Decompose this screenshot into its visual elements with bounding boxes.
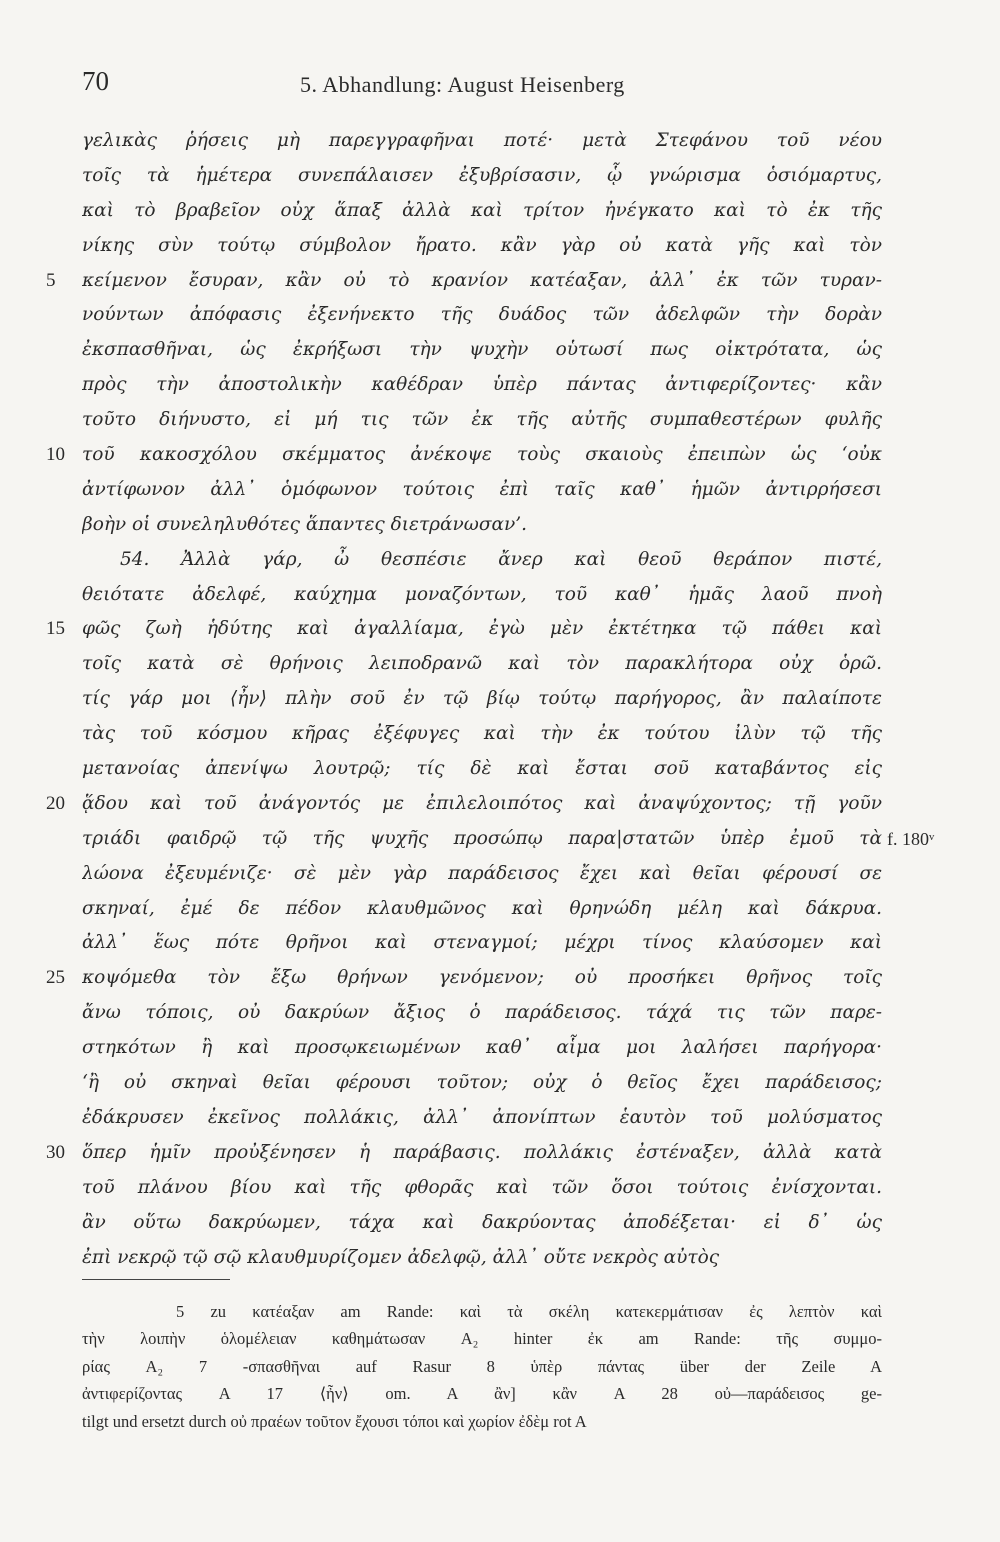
- line-number: 15: [46, 618, 65, 640]
- line-text: τίς γάρ μοι ⟨ἦν⟩ πλὴν σοῦ ἐν τῷ βίῳ τούτῳ παρήγορος, ἂν παλαίποτε: [82, 688, 882, 710]
- text-line: [0, 1031, 1000, 1066]
- line-text: ‘ἢ οὐ σκηναὶ θεῖαι φέρουσι τοῦτον; οὐχ ὁ θεῖος ἔχει παράδεισος;: [82, 1072, 882, 1094]
- running-head: 5. Abhandlung: August Heisenberg: [300, 72, 625, 97]
- line-text: τὰς τοῦ κόσμου κῆρας ἐξέφυγες καὶ τὴν ἐκ τούτου ἰλὺν τῷ τῆς: [82, 723, 882, 745]
- text-line: [0, 1066, 1000, 1101]
- text-line: [0, 926, 1000, 961]
- line-text: τοῦ πλάνου βίου καὶ τῆς φθορᾶς καὶ τῶν ὅσοι τούτοις ἐνίσχονται.: [82, 1176, 882, 1198]
- line-text: κείμενον ἔσυραν, κἂν οὐ τὸ κρανίον κατέαξαν, ἀλλ᾿ ἐκ τῶν τυραν-: [82, 269, 882, 291]
- line-text: ἄνω τόποις, οὐ δακρύων ἄξιος ὁ παράδεισος. τάχά τις τῶν παρε-: [82, 1002, 882, 1024]
- line-text: νούντων ἀπόφασις ἐξενήνεκτο τῆς δυάδος τῶν ἀδελφῶν τὴν δορὰν: [82, 304, 882, 326]
- line-text: σκηναί, ἐμέ δε πέδον κλαυθμῶνος καὶ θρηνώδη μέλη καὶ δάκρυα.: [82, 897, 882, 919]
- line-text: μετανοίας ἀπενίψω λουτρῷ; τίς δὲ καὶ ἔσται σοῦ καταβάντος εἰς: [82, 758, 882, 780]
- footnote-line: 5 zu κατέαξαν am Rande: καὶ τὰ σκέλη κατεκερμάτισαν ἐς λεπτὸν καὶ: [176, 1302, 882, 1321]
- text-line: [0, 647, 1000, 682]
- line-text: βοὴν οἱ συνεληλυθότες ἅπαντες διετράνωσαν’.: [82, 513, 528, 535]
- line-text: ἀλλ᾿ ἕως πότε θρῆνοι καὶ στεναγμοί; μέχρι τίνος κλαύσομεν καὶ: [82, 932, 882, 954]
- text-line: [0, 1171, 1000, 1206]
- text-line: [0, 473, 1000, 508]
- line-text: τοῖς τὰ ἡμέτερα συνεπάλαισεν ἐξυβρίσασιν, ᾧ γνώρισμα ὁσιόμαρτυς,: [82, 164, 882, 186]
- line-text: γελικὰς ῥήσεις μὴ παρεγγραφῆναι ποτέ· μετὰ Στεφάνου τοῦ νέου: [82, 130, 882, 151]
- line-text: τοῦτο διήνυστο, εἰ μή τις τῶν ἐκ τῆς αὐτῆς συμπαθεστέρων φυλῆς: [82, 409, 882, 431]
- footnotes: [82, 1298, 882, 1435]
- line-number: 20: [46, 792, 65, 814]
- main-text: [0, 124, 1000, 1275]
- text-line: [0, 752, 1000, 787]
- folio-margin-note: f. 180ᵛ: [887, 828, 935, 849]
- text-line: [0, 822, 1000, 857]
- line-text: ἐπὶ νεκρῷ τῷ σῷ κλαυθμυρίζομεν ἀδελφῷ, ἀλλ᾿ οὔτε νεκρὸς αὐτὸς: [82, 1246, 720, 1268]
- footnote-line: τὴν λοιπὴν ὁλομέλειαν καθημάτωσαν A₂ hinter ἐκ am Rande: τῆς συμμο-: [82, 1329, 882, 1349]
- line-text: πρὸς τὴν ἀποστολικὴν καθέδραν ὑπὲρ πάντας ἀντιφερίζοντες· κἂν: [82, 374, 882, 396]
- footnote-line: tilgt und ersetzt durch οὐ πραέων τοῦτον ἔχουσι τόποι καὶ χωρίον ἐδὲμ rot A: [82, 1411, 587, 1431]
- text-line: [0, 961, 1000, 996]
- text-line: [0, 1101, 1000, 1136]
- text-line: [0, 1241, 1000, 1276]
- line-text: τοῖς κατὰ σὲ θρήνοις λειποδρανῶ καὶ τὸν παρακλήτορα οὐχ ὁρῶ.: [82, 653, 882, 675]
- text-line: [0, 543, 1000, 578]
- text-line: [0, 996, 1000, 1031]
- line-text: τοῦ κακοσχόλου σκέμματος ἀνέκοψε τοὺς σκαιοὺς ἐπειπὼν ὡς ‘οὐκ: [82, 444, 882, 466]
- text-line: [0, 333, 1000, 368]
- text-line: [0, 1136, 1000, 1171]
- line-text: ᾅδου καὶ τοῦ ἀνάγοντός με ἐπιλελοιπότος καὶ ἀναψύχοντος; τῇ γοῦν: [82, 792, 882, 814]
- line-text: λώονα ἐξευμένιζε· σὲ μὲν γὰρ παράδεισος ἔχει καὶ θεῖαι φέρουσί σε: [82, 862, 882, 884]
- line-text: ὅπερ ἡμῖν προὐξένησεν ἡ παράβασις. πολλάκις ἐστέναξεν, ἀλλὰ κατὰ: [82, 1141, 882, 1163]
- text-line: [0, 612, 1000, 647]
- line-text: καὶ τὸ βραβεῖον οὐχ ἅπαξ ἀλλὰ καὶ τρίτον ἠνέγκατο καὶ τὸ ἐκ τῆς: [82, 199, 882, 221]
- line-text: νίκης σὺν τούτῳ σύμβολον ἤρατο. κἂν γὰρ οὐ κατὰ γῆς καὶ τὸν: [82, 234, 882, 256]
- line-text: στηκότων ἢ καὶ προσῳκειωμένων καθ᾿ αἷμα μοι λαλήσει παρήγορα·: [82, 1037, 882, 1059]
- text-line: [0, 264, 1000, 299]
- line-text: κοψόμεθα τὸν ἔξω θρήνων γενόμενον; οὐ προσήκει θρῆνος τοῖς: [82, 967, 882, 989]
- footnote-line: ρίας A₂ 7 -σπασθῆναι auf Rasur 8 ὑπὲρ πάντας über der Zeile A: [82, 1356, 882, 1376]
- text-line: [0, 229, 1000, 264]
- text-line: [0, 1206, 1000, 1241]
- text-line: [0, 403, 1000, 438]
- text-line: [0, 368, 1000, 403]
- text-line: [0, 508, 1000, 543]
- text-line: [0, 892, 1000, 927]
- line-text: τριάδι φαιδρῷ τῷ τῆς ψυχῆς προσώπῳ παρα|στατῶν ὑπὲρ ἐμοῦ τὰ: [82, 827, 882, 849]
- text-line: [0, 578, 1000, 613]
- line-number: 10: [46, 444, 65, 466]
- footnote-line: ἀντιφερίζοντας A 17 ⟨ἦν⟩ om. A ἂν] κἂν A 28 οὐ—παράδεισος ge-: [82, 1384, 882, 1404]
- footnote-rule: [82, 1279, 230, 1280]
- line-text: φῶς ζωὴ ἡδύτης καὶ ἀγαλλίαμα, ἐγὼ μὲν ἐκτέτηκα τῷ πάθει καὶ: [82, 618, 882, 640]
- line-text: ἐδάκρυσεν ἐκεῖνος πολλάκις, ἀλλ᾿ ἀπονίπτων ἑαυτὸν τοῦ μολύσματος: [82, 1106, 882, 1128]
- line-text: 54. Ἀλλὰ γάρ, ὦ θεσπέσιε ἄνερ καὶ θεοῦ θεράπον πιστέ,: [120, 548, 882, 570]
- text-line: [0, 787, 1000, 822]
- line-number: 25: [46, 967, 65, 989]
- text-line: [0, 682, 1000, 717]
- text-line: [0, 438, 1000, 473]
- line-text: ἐκσπασθῆναι, ὡς ἐκρήξωσι τὴν ψυχὴν οὑτωσί πως οἰκτρότατα, ὡς: [82, 339, 882, 361]
- line-number: 5: [46, 269, 56, 291]
- text-line: [0, 159, 1000, 194]
- text-line: [0, 857, 1000, 892]
- line-text: ἂν οὕτω δακρύωμεν, τάχα καὶ δακρύοντας ἀποδέξεται· εἰ δ᾿ ὡς: [82, 1211, 882, 1233]
- line-text: ἀντίφωνον ἀλλ᾿ ὁμόφωνον τούτοις ἐπὶ ταῖς καθ᾿ ἡμῶν ἀντιρρήσεσι: [82, 478, 882, 500]
- line-text: θειότατε ἀδελφέ, καύχημα μοναζόντων, τοῦ καθ᾿ ἡμᾶς λαοῦ πνοὴ: [82, 583, 882, 605]
- text-line: [0, 124, 1000, 159]
- text-line: [0, 194, 1000, 229]
- page-number: 70: [82, 66, 109, 96]
- line-number: 30: [46, 1141, 65, 1163]
- text-line: [0, 717, 1000, 752]
- text-line: [0, 298, 1000, 333]
